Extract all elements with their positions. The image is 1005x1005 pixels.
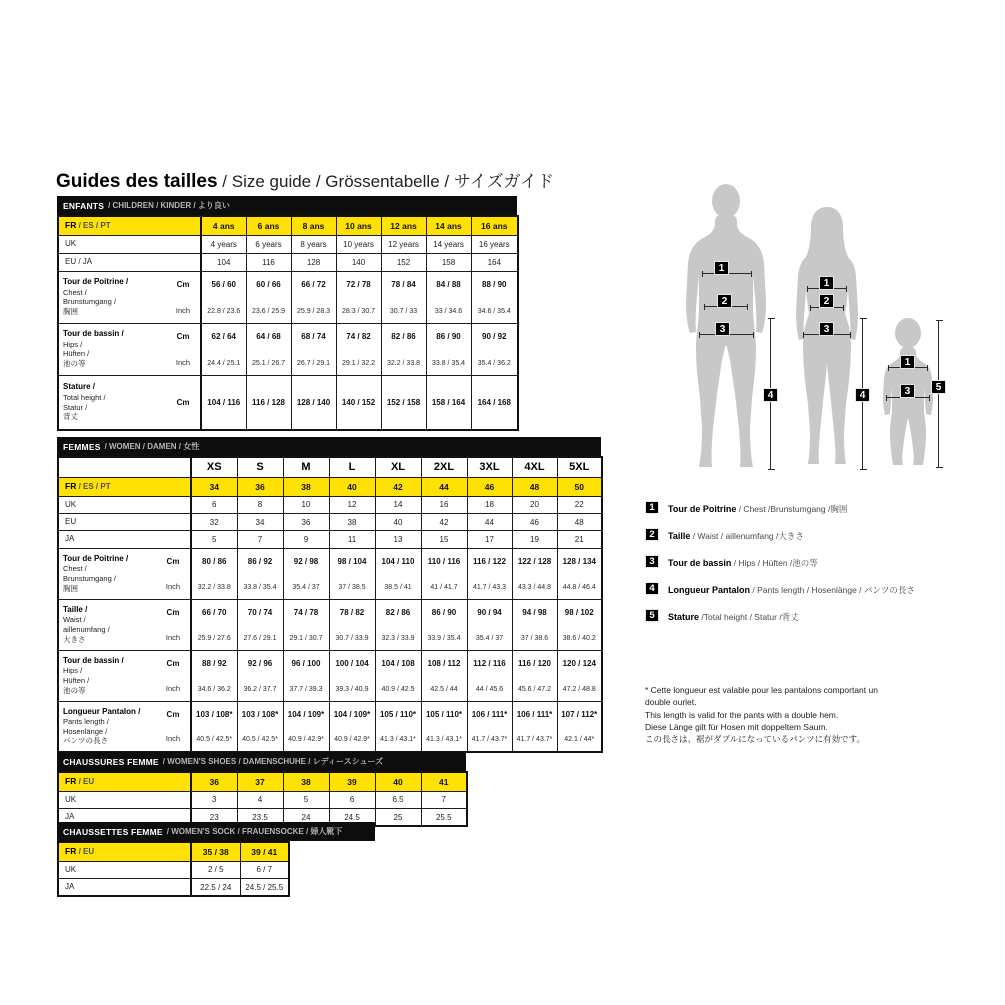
size-cell: 40: [375, 513, 421, 530]
hips-measure-badge: 3: [819, 322, 834, 336]
hips-measure-badge: 3: [900, 384, 915, 398]
size-cell: 4 years: [201, 235, 246, 253]
legend-label-main: Taille: [668, 530, 691, 541]
size-cell: 41: [421, 772, 467, 791]
size-cell: 86 / 92 33.8 / 35.4: [237, 548, 283, 599]
size-cell: 96 / 100 37.7 / 39.3: [283, 650, 329, 701]
size-cell: S: [237, 457, 283, 477]
size-cell: 116 / 122 41.7 / 43.3: [467, 548, 512, 599]
size-cell: 90 / 94 35.4 / 37: [467, 599, 512, 650]
size-cell: 12: [329, 496, 375, 513]
legend-item-waist: [645, 528, 915, 541]
row-label: EU / JA: [58, 253, 201, 271]
size-cell: 44: [421, 477, 467, 496]
size-cell: 152 / 158: [381, 375, 426, 430]
size-cell: 106 / 111* 41.7 / 43.7*: [512, 701, 557, 752]
size-cell: 8 ans: [291, 216, 336, 235]
size-cell: 64 / 68 25.1 / 26.7: [246, 323, 291, 375]
size-cell: 6.5: [375, 791, 421, 808]
footnote: [645, 684, 990, 746]
size-cell: XL: [375, 457, 421, 477]
size-cell: 3: [191, 791, 237, 808]
measure-label: Tour de Poitrine / Chest / Brunstumgang / 胸囲: [58, 548, 156, 599]
children-size-table: [57, 196, 517, 431]
size-cell: 120 / 124 47.2 / 48.8: [557, 650, 602, 701]
woman-silhouette: [784, 206, 870, 470]
legend-label-main: Stature: [668, 611, 700, 622]
measure-label: Stature / Total height / Statur / 背丈: [58, 375, 166, 430]
size-cell: 10 ans: [336, 216, 381, 235]
size-cell: 22: [557, 496, 602, 513]
size-cell: 164: [471, 253, 518, 271]
band-title: CHAUSSURES FEMME: [63, 756, 159, 767]
size-cell: 46: [512, 513, 557, 530]
size-cell: 14 years: [426, 235, 471, 253]
size-cell: 12 years: [381, 235, 426, 253]
row-label: JA: [58, 531, 191, 548]
size-cell: L: [329, 457, 375, 477]
stature-badge: 5: [931, 380, 946, 394]
size-cell: 14: [375, 496, 421, 513]
row-label: UK: [58, 496, 191, 513]
row-label: [58, 457, 191, 477]
size-cell: 116 / 120 45.6 / 47.2: [512, 650, 557, 701]
pants-length-badge: 4: [763, 388, 778, 402]
size-cell: 23: [191, 808, 237, 826]
size-cell: 152: [381, 253, 426, 271]
size-cell: 140 / 152: [336, 375, 381, 430]
row-label: UK: [58, 861, 191, 878]
size-cell: 38: [329, 513, 375, 530]
size-cell: 40: [375, 772, 421, 791]
chest-measure-badge: 1: [900, 355, 915, 369]
size-cell: 92 / 96 36.2 / 37.7: [237, 650, 283, 701]
footnote-line: * Cette longueur est valable pour les pantalons comportant un: [645, 685, 878, 695]
size-cell: 6: [191, 496, 237, 513]
size-cell: 104 / 109* 40.9 / 42.9*: [329, 701, 375, 752]
legend-badge-1: 1: [645, 501, 659, 514]
size-cell: 86 / 90 33.8 / 35.4: [426, 323, 471, 375]
row-label: FR / ES / PT: [58, 477, 191, 496]
size-cell: 48: [512, 477, 557, 496]
size-cell: 8 years: [291, 235, 336, 253]
size-cell: 10: [283, 496, 329, 513]
legend-label-translations: / Hips / Hüften /池の等: [731, 557, 818, 568]
size-cell: 82 / 86 32.3 / 33.9: [375, 599, 421, 650]
size-cell: 5: [191, 531, 237, 548]
chest-measure-badge: 1: [819, 276, 834, 290]
size-cell: 20: [512, 496, 557, 513]
women-shoes-grid: [57, 771, 468, 827]
size-cell: 21: [557, 531, 602, 548]
measurement-legend: [645, 501, 915, 636]
size-cell: 36: [191, 772, 237, 791]
waist-measure-badge: 2: [819, 294, 834, 308]
legend-item-hips: [645, 555, 915, 568]
unit-label: Cm Inch: [166, 323, 201, 375]
table-header-band: [57, 196, 517, 215]
unit-label: Cm Inch: [156, 650, 191, 701]
band-title: ENFANTS: [63, 200, 105, 211]
size-cell: 22.5 / 24: [191, 878, 240, 896]
size-cell: 16 ans: [471, 216, 518, 235]
size-cell: 39 / 41: [240, 842, 289, 861]
band-title: CHAUSSETTES FEMME: [63, 826, 163, 837]
legend-label-translations: / Pants length / Hosenlänge / パンツの長さ: [750, 584, 915, 595]
size-cell: 16: [421, 496, 467, 513]
size-cell: 6 / 7: [240, 861, 289, 878]
size-cell: 98 / 102 38.6 / 40.2: [557, 599, 602, 650]
size-cell: 35 / 38: [191, 842, 240, 861]
size-cell: 74 / 78 29.1 / 30.7: [283, 599, 329, 650]
size-cell: 94 / 98 37 / 38.6: [512, 599, 557, 650]
size-cell: 25: [375, 808, 421, 826]
size-cell: 16 years: [471, 235, 518, 253]
size-cell: 17: [467, 531, 512, 548]
size-cell: 103 / 108* 40.5 / 42.5*: [191, 701, 237, 752]
measure-label: Tour de bassin / Hips / Hüften / 池の等: [58, 323, 166, 375]
legend-label-translations: / Chest /Brunstumgang /胸囲: [736, 503, 848, 514]
size-cell: 62 / 64 24.4 / 25.1: [201, 323, 246, 375]
legend-badge-3: 3: [645, 555, 659, 568]
size-cell: 104 / 116: [201, 375, 246, 430]
size-cell: 14 ans: [426, 216, 471, 235]
measure-label: Taille / Waist / aillenumfang / 大きさ: [58, 599, 156, 650]
size-cell: 34: [237, 513, 283, 530]
size-cell: 68 / 74 26.7 / 29.1: [291, 323, 336, 375]
size-cell: 128: [291, 253, 336, 271]
table-header-band: [57, 822, 375, 841]
size-cell: 112 / 116 44 / 45.6: [467, 650, 512, 701]
unit-label: Cm Inch: [156, 599, 191, 650]
size-cell: XS: [191, 457, 237, 477]
size-cell: 2 / 5: [191, 861, 240, 878]
size-cell: 140: [336, 253, 381, 271]
size-cell: 11: [329, 531, 375, 548]
size-cell: 80 / 86 32.2 / 33.8: [191, 548, 237, 599]
pants-length-badge: 4: [855, 388, 870, 402]
size-cell: 37: [237, 772, 283, 791]
size-cell: 108 / 112 42.5 / 44: [421, 650, 467, 701]
band-translations: / WOMEN'S SHOES / DAMENSCHUHE / レディースシューズ: [162, 757, 384, 766]
size-cell: 116 / 128: [246, 375, 291, 430]
size-cell: 103 / 108* 40.5 / 42.5*: [237, 701, 283, 752]
size-cell: 32: [191, 513, 237, 530]
size-cell: 90 / 92 35.4 / 36.2: [471, 323, 518, 375]
size-cell: 74 / 82 29.1 / 32.2: [336, 323, 381, 375]
size-cell: 36: [283, 513, 329, 530]
footnote-line: Diese Länge gilt für Hosen mit doppeltem Saum.: [645, 721, 828, 732]
size-cell: 88 / 92 34.6 / 36.2: [191, 650, 237, 701]
women-shoes-table: [57, 752, 466, 827]
measure-label: Tour de Poitrine / Chest / Brunstumgang / 胸囲: [58, 271, 166, 323]
band-translations: / CHILDREN / KINDER / より良い: [108, 201, 230, 210]
size-cell: 128 / 134 44.8 / 46.4: [557, 548, 602, 599]
size-cell: 4 ans: [201, 216, 246, 235]
size-cell: 34: [191, 477, 237, 496]
page-title: [56, 167, 554, 193]
size-cell: 56 / 60 22.8 / 23.6: [201, 271, 246, 323]
size-cell: 106 / 111* 41.7 / 43.7*: [467, 701, 512, 752]
legend-badge-2: 2: [645, 528, 659, 541]
size-cell: 5XL: [557, 457, 602, 477]
measure-label: Tour de bassin / Hips / Hüften / 池の等: [58, 650, 156, 701]
page-title-main: Guides des tailles: [56, 171, 218, 192]
hips-measure-badge: 3: [715, 322, 730, 336]
size-cell: 70 / 74 27.6 / 29.1: [237, 599, 283, 650]
chest-measure-badge: 1: [714, 261, 729, 275]
table-header-band: [57, 752, 466, 771]
footnote-line: This length is valid for the pants with a double hem.: [645, 709, 839, 720]
size-cell: 5: [283, 791, 329, 808]
size-cell: 164 / 168: [471, 375, 518, 430]
table-header-band: [57, 437, 601, 456]
size-cell: 122 / 128 43.3 / 44.8: [512, 548, 557, 599]
size-cell: 105 / 110* 41.3 / 43.1*: [375, 701, 421, 752]
size-cell: 6: [329, 791, 375, 808]
size-cell: 24.5: [329, 808, 375, 826]
measure-label: Longueur Pantalon / Pants length / Hosenlänge / パンツの長さ: [58, 701, 156, 752]
women-size-grid: [57, 456, 603, 753]
size-cell: 42: [421, 513, 467, 530]
row-label: EU: [58, 513, 191, 530]
size-cell: 15: [421, 531, 467, 548]
children-size-grid: [57, 215, 519, 431]
row-label: FR / EU: [58, 772, 191, 791]
size-cell: 25.5: [421, 808, 467, 826]
size-cell: 4: [237, 791, 283, 808]
size-cell: 38: [283, 477, 329, 496]
row-label: FR / ES / PT: [58, 216, 201, 235]
size-cell: 48: [557, 513, 602, 530]
footnote-line: double ourlet.: [645, 697, 697, 708]
size-cell: 100 / 104 39.3 / 40.9: [329, 650, 375, 701]
size-cell: 24: [283, 808, 329, 826]
row-label: UK: [58, 791, 191, 808]
size-cell: 66 / 70 25.9 / 27.6: [191, 599, 237, 650]
row-label: UK: [58, 235, 201, 253]
legend-item-chest: [645, 501, 915, 514]
page-title-translations: / Size guide / Grössentabelle / サイズガイド: [217, 172, 554, 191]
size-cell: 88 / 90 34.6 / 35.4: [471, 271, 518, 323]
size-cell: 12 ans: [381, 216, 426, 235]
size-cell: 2XL: [421, 457, 467, 477]
unit-label: Cm Inch: [166, 271, 201, 323]
size-cell: 10 years: [336, 235, 381, 253]
legend-label-main: Tour de Poitrine: [668, 503, 737, 514]
size-cell: 78 / 82 30.7 / 33.9: [329, 599, 375, 650]
size-cell: 6 ans: [246, 216, 291, 235]
row-label: JA: [58, 878, 191, 896]
legend-label-translations: / Waist / aillenumfang /大きさ: [690, 530, 804, 541]
size-cell: 23.5: [237, 808, 283, 826]
size-cell: 72 / 78 28.3 / 30.7: [336, 271, 381, 323]
size-cell: 42: [375, 477, 421, 496]
legend-item-pants-length: [645, 582, 915, 595]
size-cell: 60 / 66 23.6 / 25.9: [246, 271, 291, 323]
size-cell: 92 / 98 35.4 / 37: [283, 548, 329, 599]
legend-label-main: Longueur Pantalon: [668, 584, 750, 595]
band-title: FEMMES: [63, 441, 101, 452]
legend-item-stature: [645, 609, 915, 622]
size-cell: 82 / 86 32.2 / 33.8: [381, 323, 426, 375]
size-cell: 46: [467, 477, 512, 496]
unit-label: Cm: [166, 375, 201, 430]
size-cell: 24.5 / 25.5: [240, 878, 289, 896]
size-cell: 158: [426, 253, 471, 271]
size-cell: 104 / 108 40.9 / 42.5: [375, 650, 421, 701]
size-cell: 7: [237, 531, 283, 548]
waist-measure-badge: 2: [717, 294, 732, 308]
size-cell: 104 / 110 38.5 / 41: [375, 548, 421, 599]
women-socks-table: [57, 822, 375, 897]
row-label: FR / EU: [58, 842, 191, 861]
row-label: JA: [58, 808, 191, 826]
size-cell: 107 / 112* 42.1 / 44*: [557, 701, 602, 752]
band-translations: / WOMEN'S SOCK / FRAUENSOCKE / 婦人靴下: [166, 827, 343, 836]
size-cell: 110 / 116 41 / 41.7: [421, 548, 467, 599]
size-cell: 66 / 72 25.9 / 28.3: [291, 271, 336, 323]
size-cell: 4XL: [512, 457, 557, 477]
size-cell: 18: [467, 496, 512, 513]
size-cell: 39: [329, 772, 375, 791]
women-size-table: [57, 437, 601, 753]
legend-badge-5: 5: [645, 609, 659, 622]
size-cell: 116: [246, 253, 291, 271]
size-cell: 13: [375, 531, 421, 548]
unit-label: Cm Inch: [156, 701, 191, 752]
size-cell: 158 / 164: [426, 375, 471, 430]
size-cell: 78 / 84 30.7 / 33: [381, 271, 426, 323]
size-cell: 38: [283, 772, 329, 791]
size-cell: 104 / 109* 40.9 / 42.9*: [283, 701, 329, 752]
stature-line: [938, 320, 939, 468]
size-cell: 36: [237, 477, 283, 496]
size-cell: 6 years: [246, 235, 291, 253]
legend-label-main: Tour de bassin: [668, 557, 732, 568]
legend-badge-4: 4: [645, 582, 659, 595]
size-cell: 7: [421, 791, 467, 808]
size-cell: 44: [467, 513, 512, 530]
size-cell: 40: [329, 477, 375, 496]
size-cell: 128 / 140: [291, 375, 336, 430]
size-cell: 105 / 110* 41.3 / 43.1*: [421, 701, 467, 752]
legend-label-translations: /Total height / Statur /背丈: [699, 611, 799, 622]
size-cell: 9: [283, 531, 329, 548]
size-cell: 98 / 104 37 / 38.5: [329, 548, 375, 599]
footnote-line: この長さは、裾がダブルになっているパンツに有効です。: [645, 734, 865, 745]
size-cell: 3XL: [467, 457, 512, 477]
size-cell: 8: [237, 496, 283, 513]
size-cell: M: [283, 457, 329, 477]
size-cell: 84 / 88 33 / 34.6: [426, 271, 471, 323]
size-cell: 50: [557, 477, 602, 496]
women-socks-grid: [57, 841, 290, 897]
size-cell: 19: [512, 531, 557, 548]
band-translations: / WOMEN / DAMEN / 女性: [104, 442, 200, 451]
unit-label: Cm Inch: [156, 548, 191, 599]
size-cell: 104: [201, 253, 246, 271]
size-cell: 86 / 90 33.9 / 35.4: [421, 599, 467, 650]
